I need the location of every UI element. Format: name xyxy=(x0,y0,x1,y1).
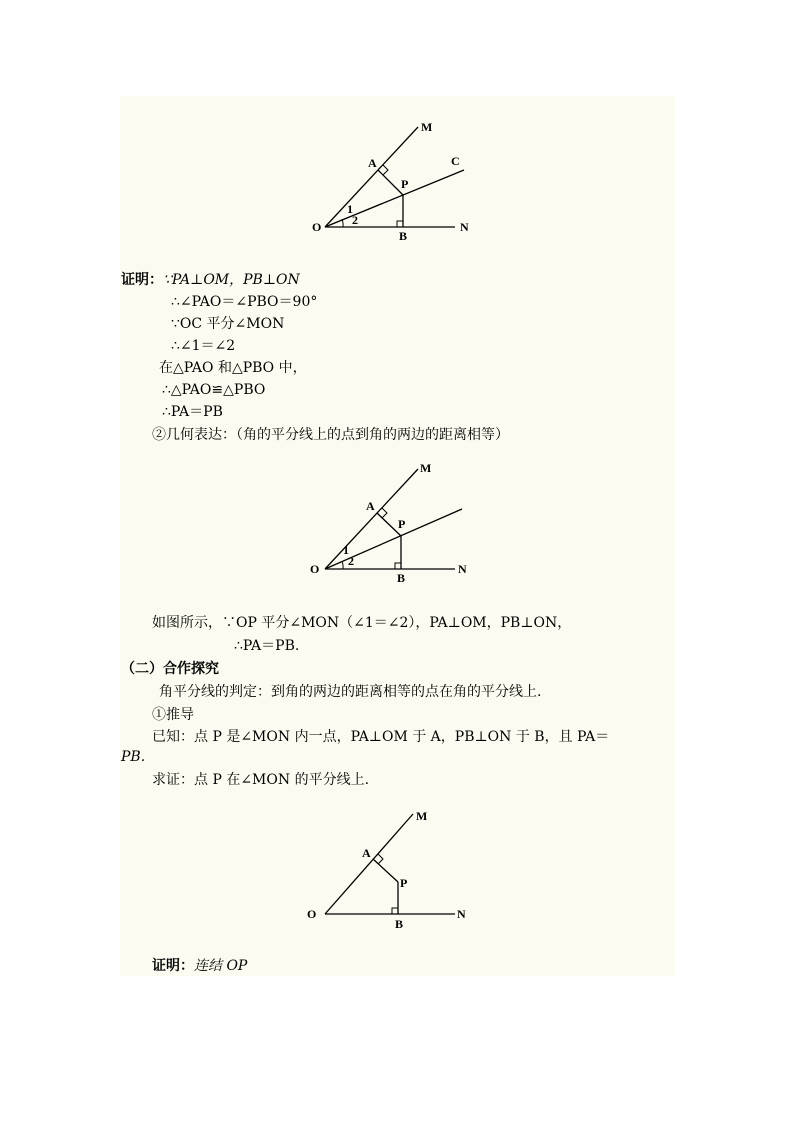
label-N: N xyxy=(457,907,466,921)
label-angle-1: 1 xyxy=(347,202,353,216)
label-P: P xyxy=(400,876,408,890)
proof-heading: 证明： xyxy=(121,272,163,288)
label-O: O xyxy=(312,220,322,234)
label-M: M xyxy=(420,461,432,475)
proof-1-line-6: ∴△PAO≌△PBO xyxy=(162,382,266,398)
label-C: C xyxy=(451,154,460,168)
label-P: P xyxy=(401,177,409,191)
proof-1-line-5: 在△PAO 和△PBO 中， xyxy=(159,360,307,376)
label-O: O xyxy=(307,907,317,921)
label-P: P xyxy=(398,517,406,531)
figure-2-statement: 如图所示，∵OP 平分∠MON（∠1＝∠2），PA⊥OM，PB⊥ON， xyxy=(152,615,572,631)
proof-2-line xyxy=(152,956,247,976)
label-A: A xyxy=(366,499,375,513)
label-M: M xyxy=(421,120,433,134)
label-A: A xyxy=(368,156,377,170)
label-N: N xyxy=(460,220,469,234)
label-angle-2: 2 xyxy=(352,213,358,227)
proof-1-line-7: ∴PA＝PB xyxy=(162,404,223,420)
proof-2-text: 连结 OP xyxy=(194,958,248,974)
proof-1-line-2: ∴∠PAO＝∠PBO＝90° xyxy=(171,294,318,310)
label-B: B xyxy=(397,571,406,585)
proof-1-given: ∵PA⊥OM，PB⊥ON xyxy=(163,272,300,288)
figure-angle-bisector-2 xyxy=(295,452,505,592)
prove-statement: 求证：点 P 在∠MON 的平分线上. xyxy=(152,772,370,788)
label-B: B xyxy=(395,917,404,931)
given-line-2: PB. xyxy=(121,749,146,765)
section-title: （二）合作探究 xyxy=(121,661,219,677)
label-N: N xyxy=(458,562,467,576)
proof-1-line-4: ∴∠1＝∠2 xyxy=(171,338,236,354)
proof-2-heading: 证明： xyxy=(152,958,194,974)
figure-angle-3 xyxy=(295,800,505,940)
label-O: O xyxy=(310,562,320,576)
given-line-1: 已知：点 P 是∠MON 内一点，PA⊥OM 于 A，PB⊥ON 于 B，且 PA＝ xyxy=(152,729,610,745)
proof-1-line-1 xyxy=(121,270,300,290)
label-angle-2: 2 xyxy=(348,554,354,568)
geometric-expression: ②几何表达：（角的平分线上的点到角的两边的距离相等） xyxy=(152,427,509,443)
proof-1-line-3: ∵OC 平分∠MON xyxy=(171,316,285,332)
theorem-statement: 角平分线的判定：到角的两边的距离相等的点在角的平分线上. xyxy=(159,684,542,700)
label-A: A xyxy=(362,846,371,860)
label-angle-1: 1 xyxy=(343,543,349,557)
figure-angle-bisector-1 xyxy=(290,110,500,250)
label-B: B xyxy=(399,229,408,243)
derivation-heading: ①推导 xyxy=(152,707,194,723)
figure-2-conclusion: ∴PA＝PB. xyxy=(234,638,300,654)
label-M: M xyxy=(416,809,428,823)
